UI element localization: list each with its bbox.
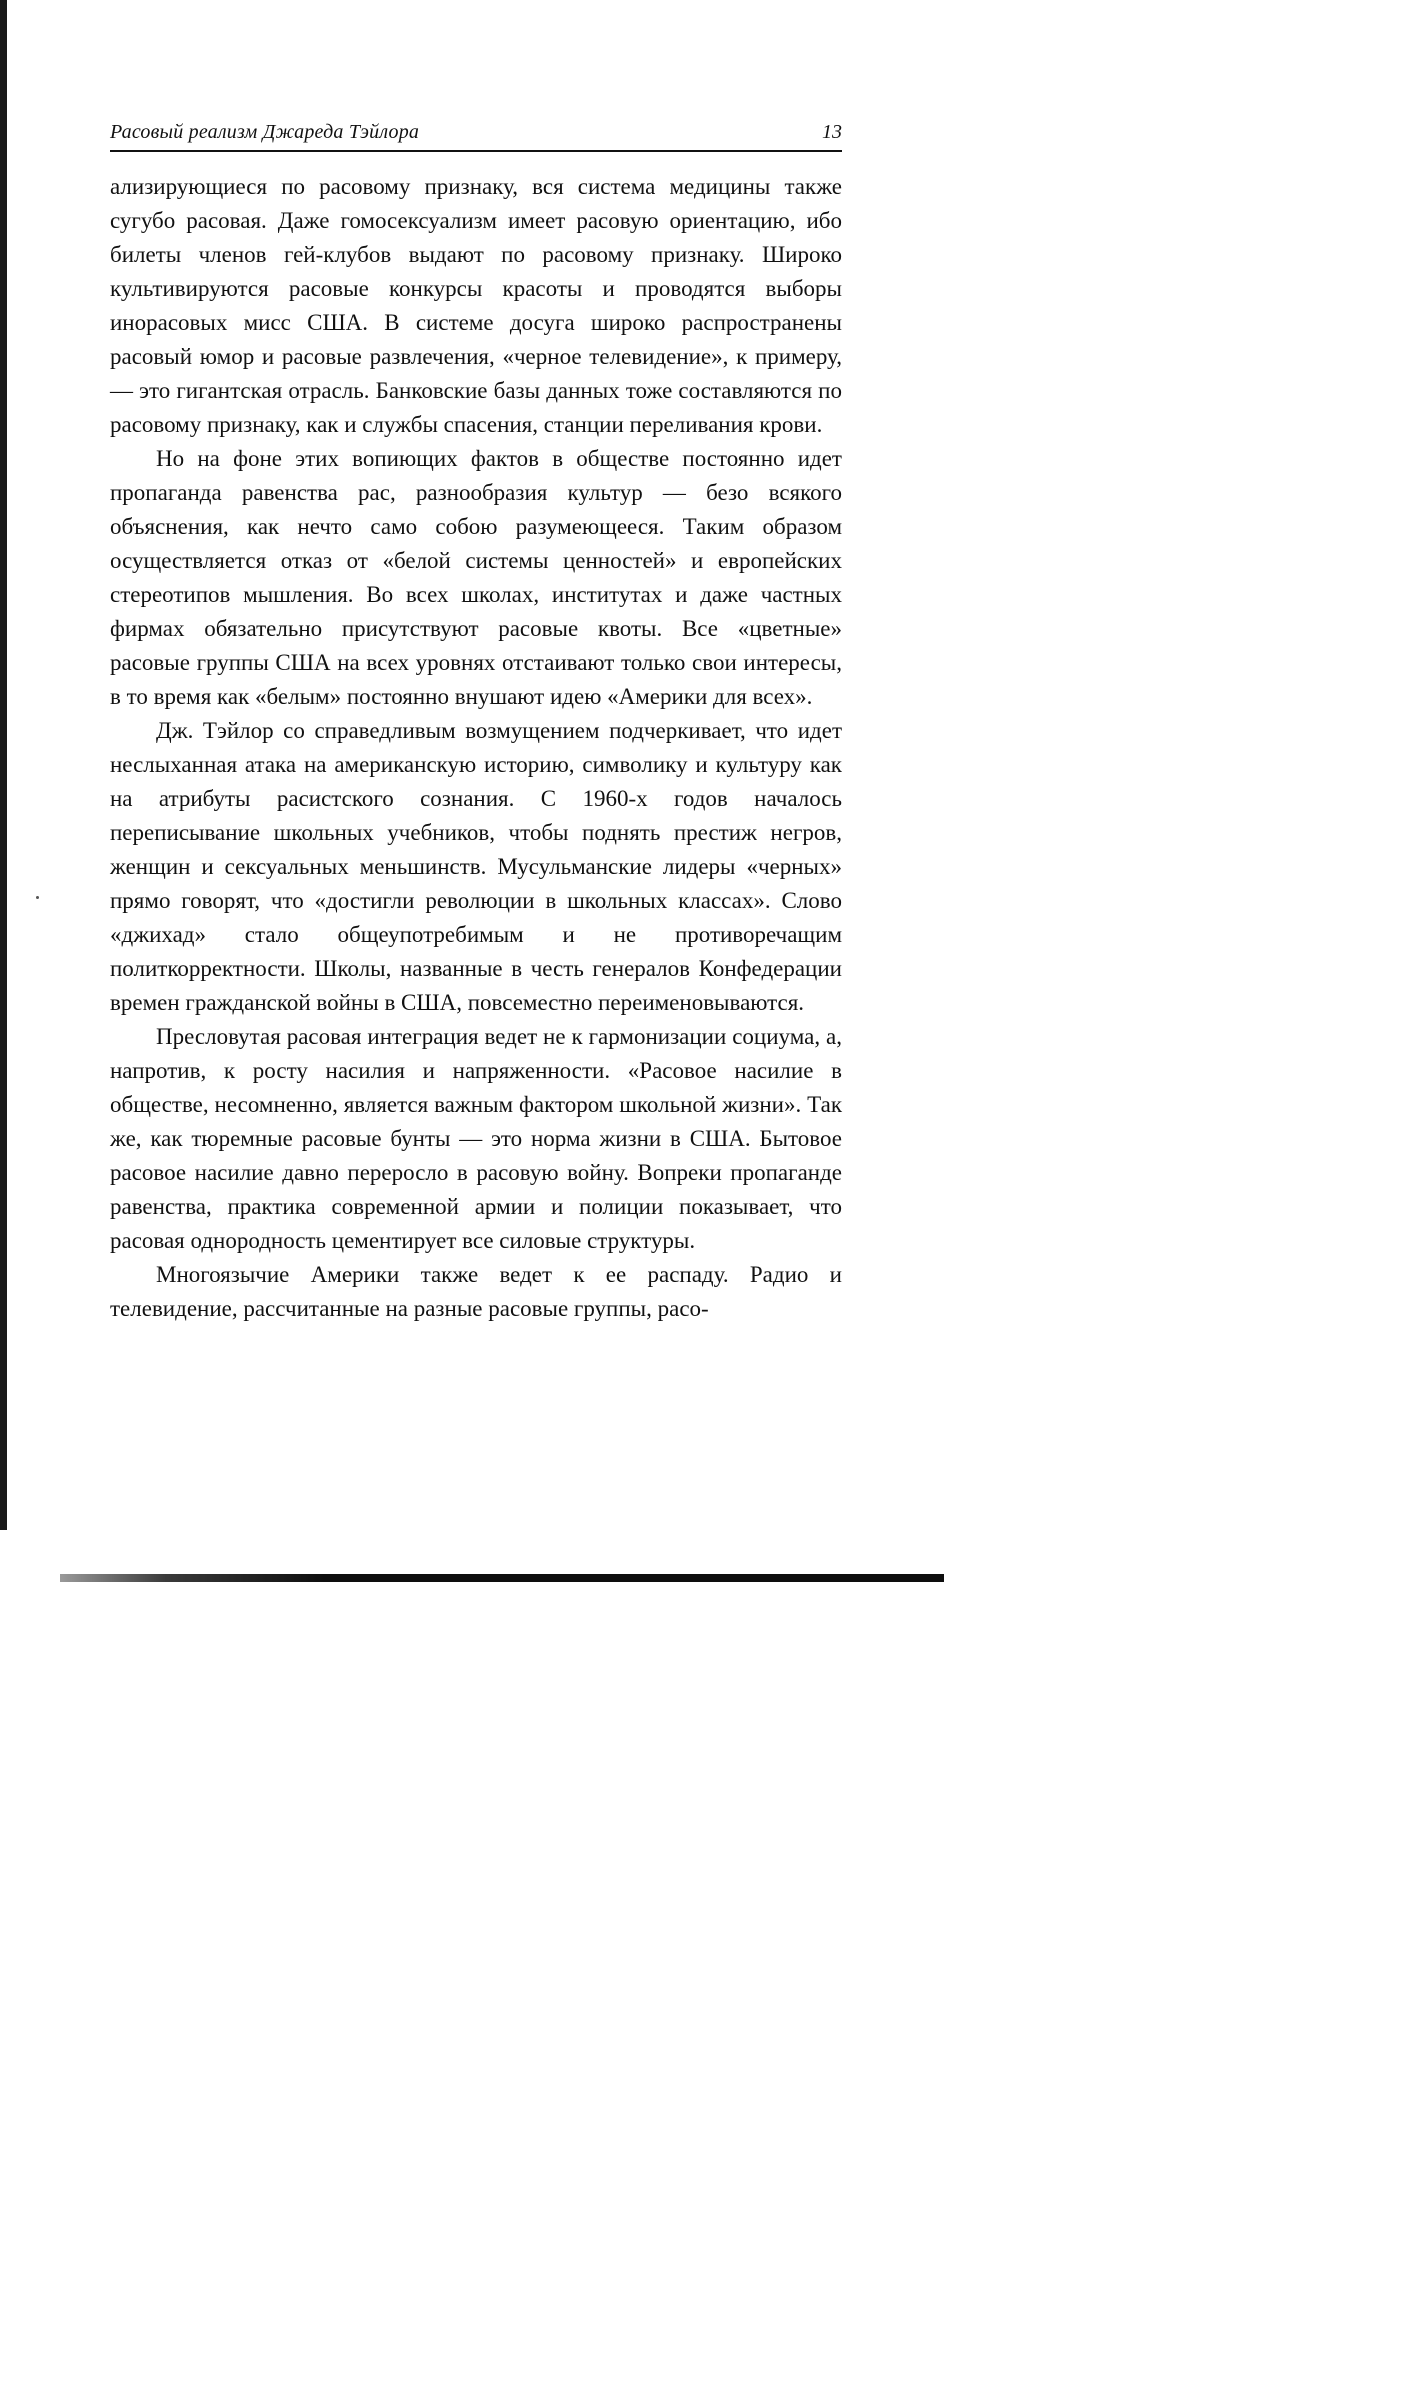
paragraph-continued: ализирующиеся по расовому признаку, вся система медицины также сугубо расовая. Даже гомосексуализм имеет расовую ориентацию, ибо билеты членов гей-клубов выдают по расовому признаку. Широко культивируются расовые конкурсы красоты и проводятся выборы инорасовых мисс США. В системе досуга широко распространены расовый юмор и расовые развлечения, «черное телевидение», к примеру, — это гигантская отрасль. Банковские базы данных тоже составляются по расовому признаку, как и службы спасения, станции переливания крови. xyxy=(110,174,842,437)
body-text xyxy=(110,170,842,1326)
paragraph: Пресловутая расовая интеграция ведет не к гармонизации социума, а, напротив, к росту насилия и напряженности. «Расовое насилие в обществе, несомненно, является важным фактором школьной жизни». Так же, как тюремные расовые бунты — это норма жизни в США. Бытовое расовое насилие давно переросло в расовую войну. Вопреки пропаганде равенства, практика современной армии и полиции показывает, что расовая однородность цементирует все силовые структуры. xyxy=(110,1024,842,1253)
paragraph: Но на фоне этих вопиющих фактов в обществе постоянно идет пропаганда равенства рас, разнообразия культур — безо всякого объяснения, как нечто само собою разумеющееся. Таким образом осуществляется отказ от «белой системы ценностей» и европейских стереотипов мышления. Во всех школах, институтах и даже частных фирмах обязательно присутствуют расовые квоты. Все «цветные» расовые группы США на всех уровнях отстаивают только свои интересы, в то время как «белым» постоянно внушают идею «Америки для всех». xyxy=(110,446,842,709)
scan-edge-bottom xyxy=(60,1574,944,1582)
paragraph: Многоязычие Америки также ведет к ее распаду. Радио и телевидение, рассчитанные на разные расовые группы, расо- xyxy=(110,1262,842,1321)
paragraph: Дж. Тэйлор со справедливым возмущением подчеркивает, что идет неслыханная атака на американскую историю, символику и культуру как на атрибуты расистского сознания. С 1960-х годов началось переписывание школьных учебников, чтобы поднять престиж негров, женщин и сексуальных меньшинств. Мусульманские лидеры «черных» прямо говорят, что «достигли революции в школьных классах». Слово «джихад» стало общеупотребимым и не противоречащим политкорректности. Школы, названные в честь генералов Конфедерации времен гражданской войны в США, повсеместно переименовываются. xyxy=(110,718,842,1015)
running-title: Расовый реализм Джареда Тэйлора xyxy=(110,121,420,143)
scan-mark xyxy=(36,896,39,899)
page-number: 13 xyxy=(822,121,842,143)
scan-edge-left xyxy=(0,0,7,1530)
running-header xyxy=(110,116,842,152)
